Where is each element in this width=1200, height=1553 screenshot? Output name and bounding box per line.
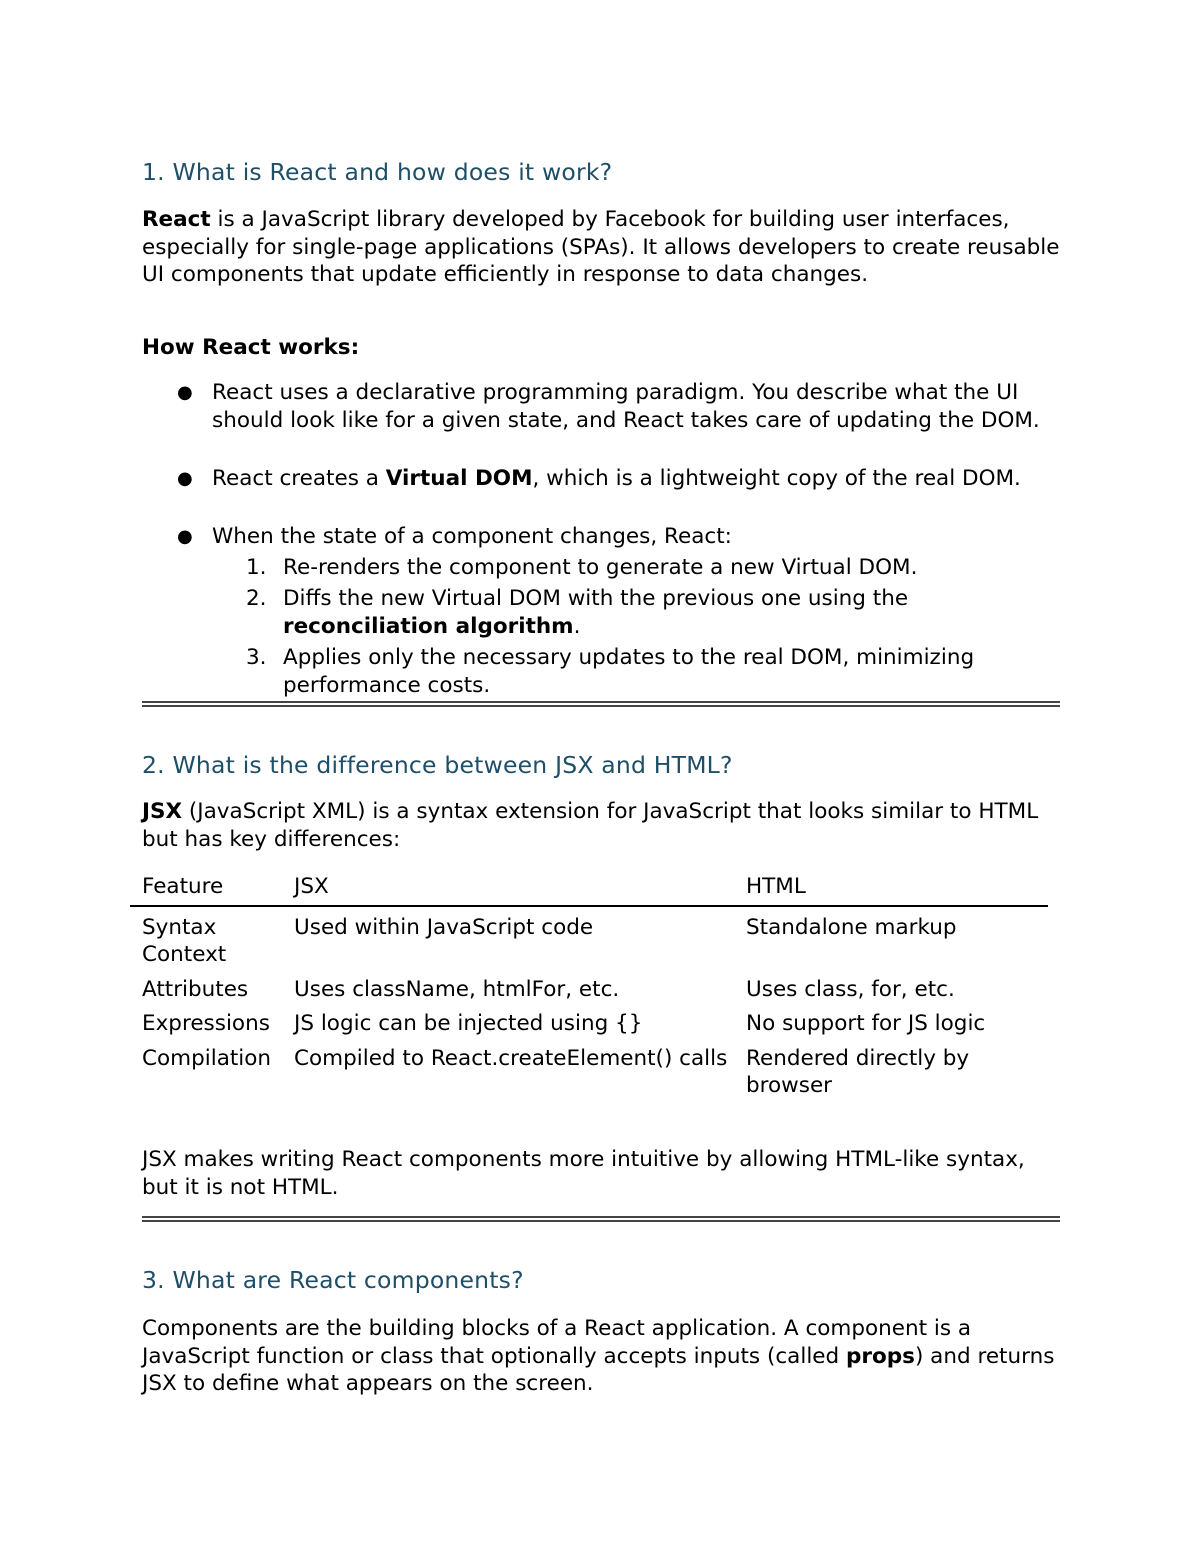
table-row — [130, 969, 1048, 1004]
section-divider — [142, 701, 1060, 707]
section-divider — [142, 1216, 1060, 1222]
section-3-intro: Components are the building blocks of a React application. A component is a JavaScript function or class that optionally accepts inputs (called props) and returns JSX to define what appears on the screen. — [142, 1316, 1055, 1396]
table-cell: Rendered directly by browser — [746, 1045, 970, 1098]
table-cell: Standalone markup — [746, 914, 957, 940]
table-cell: Compilation — [142, 1045, 272, 1071]
table-cell: Uses class, for, etc. — [746, 976, 955, 1002]
table-cell: No support for JS logic — [746, 1011, 986, 1036]
section-2-intro: JSX (JavaScript XML) is a syntax extension for JavaScript that looks similar to HTML but has key differences: — [142, 799, 1039, 852]
props-term: props — [846, 1343, 915, 1369]
section-2-outro: JSX makes writing React components more intuitive by allowing HTML-like syntax, but it is not HTML. — [142, 1147, 1025, 1200]
table-header-cell: JSX — [294, 874, 329, 899]
bullet-icon: ● — [177, 468, 193, 489]
react-term: React — [142, 207, 211, 232]
table-row — [130, 1038, 1048, 1100]
table-header-cell: Feature — [142, 874, 224, 899]
table-cell: Used within JavaScript code — [294, 914, 594, 940]
table-header-cell: HTML — [746, 874, 806, 899]
table-row — [130, 1003, 1048, 1038]
table-cell: Attributes — [142, 976, 249, 1002]
table-cell: Syntax Context — [142, 914, 227, 967]
section-1-heading: 1. What is React and how does it work? — [142, 158, 613, 186]
jsx-term: JSX — [142, 799, 183, 824]
table-row — [130, 906, 1048, 969]
bullet-icon: ● — [177, 526, 193, 547]
table-cell: Compiled to React.createElement() calls — [294, 1045, 728, 1071]
table-cell: JS logic can be injected using {} — [294, 1011, 643, 1036]
how-react-works-heading: How React works: — [142, 335, 360, 360]
bullet-icon: ● — [177, 382, 193, 403]
section-2-heading: 2. What is the difference between JSX and HTML? — [142, 751, 733, 779]
section-3-heading: 3. What are React components? — [142, 1266, 524, 1294]
table-header-row — [130, 873, 1048, 906]
table-cell: Expressions — [142, 1011, 270, 1036]
section-1-intro: React is a JavaScript library developed by Facebook for building user interfaces, especially for single-page applications (SPAs). It allows developers to create reusable UI components that update efficiently in response to data changes. — [142, 207, 1060, 287]
jsx-html-comparison-table — [130, 873, 1048, 1100]
table-cell: Uses className, htmlFor, etc. — [294, 976, 620, 1002]
